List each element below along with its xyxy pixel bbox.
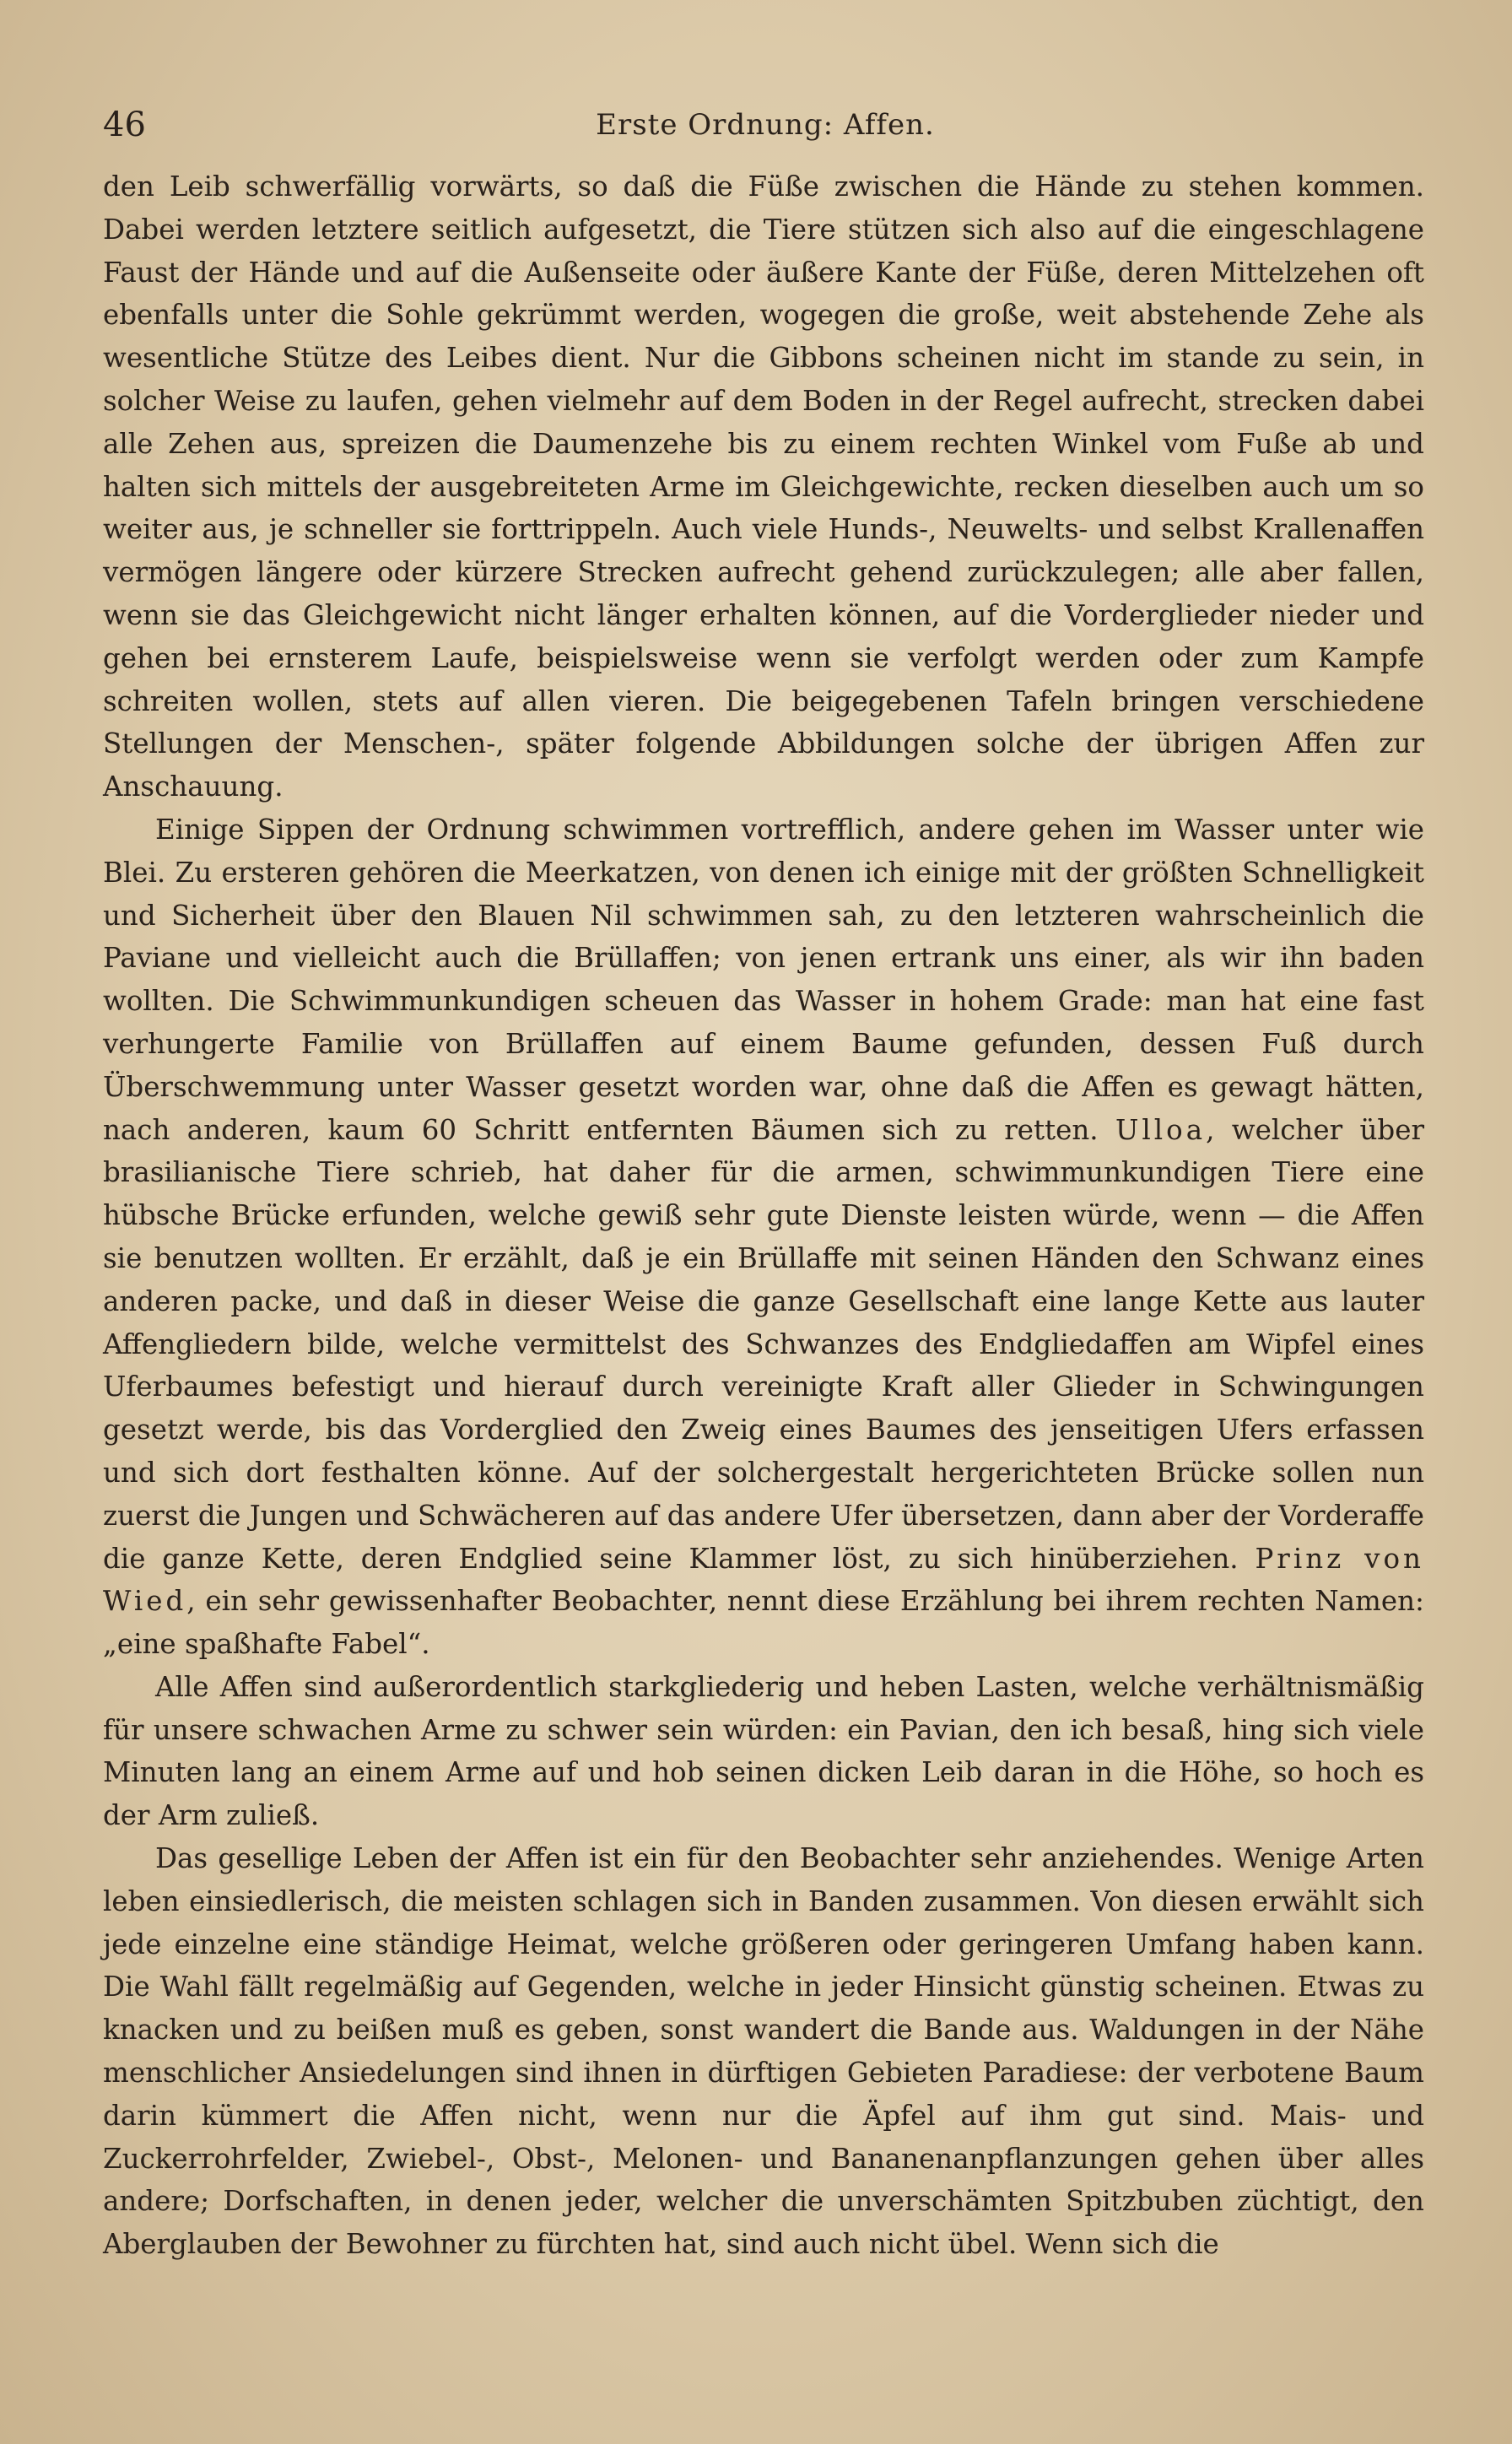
- page-header: [103, 100, 1428, 150]
- paragraph-text: Einige Sippen der Ordnung schwimmen vortrefflich, andere gehen im Wasser unter wie Blei. Zu ersteren gehören die Meerkatzen, von denen ich einige mit der größten Schnelligkeit und Sicherheit über den Blauen Nil schwimmen sah, zu den letzteren wahrscheinlich die Paviane und vielleicht auch die Brüllaffen; von jenen ertrank uns einer, als wir ihn baden wollten. Die Schwimmunkundigen scheuen das Wasser in hohem Grade: man hat eine fast verhungerte Familie von Brüllaffen auf einem Baume gefunden, dessen Fuß durch Überschwemmung unter Wasser gesetzt worden war, ohne daß die Affen es gewagt hätten, nach anderen, kaum 60 Schritt entfernten Bäumen sich zu retten.: [103, 813, 1424, 1146]
- paragraph: Das gesellige Leben der Affen ist ein für den Beobachter sehr anziehendes. Wenige Arten leben einsiedlerisch, die meisten schlagen sich in Banden zusammen. Von diesen erwählt sich jede einzelne eine ständige Heimat, welche größeren oder geringeren Umfang haben kann. Die Wahl fällt regelmäßig auf Gegenden, welche in jeder Hinsicht günstig scheinen. Etwas zu knacken und zu beißen muß es geben, sonst wandert die Bande aus. Waldungen in der Nähe menschlicher Ansiedelungen sind ihnen in dürftigen Gebieten Paradiese: der verbotene Baum darin kümmert die Affen nicht, wenn nur die Äpfel auf ihm gut sind. Mais- und Zuckerrohrfelder, Zwiebel-, Obst-, Melonen- und Bananenanpflanzungen gehen über alles andere; Dorfschaften, in denen jeder, welcher die unverschämten Spitzbuben züchtigt, den Aberglauben der Bewohner zu fürchten hat, sind auch nicht übel. Wenn sich die: [103, 1842, 1424, 2261]
- author-name-ulloa: Ulloa: [1115, 1113, 1207, 1146]
- paragraph: den Leib schwerfällig vorwärts, so daß die Füße zwischen die Hände zu stehen kommen. Dabei werden letztere seitlich aufgesetzt, die Tiere stützen sich also auf die eingeschlagene Faust der Hände und auf die Außenseite oder äußere Kante der Füße, deren Mittelzehen oft ebenfalls unter die Sohle gekrümmt werden, wogegen die große, weit abstehende Zehe als wesentliche Stütze des Leibes dient. Nur die Gibbons scheinen nicht im stande zu sein, in solcher Weise zu laufen, gehen vielmehr auf dem Boden in der Regel aufrecht, strecken dabei alle Zehen aus, spreizen die Daumenzehe bis zu einem rechten Winkel vom Fuße ab und halten sich mittels der ausgebreiteten Arme im Gleichgewichte, recken dieselben auch um so weiter aus, je schneller sie forttrippeln. Auch viele Hunds-, Neuwelts- und selbst Krallenaffen vermögen längere oder kürzere Strecken aufrecht gehend zurückzulegen; alle aber fallen, wenn sie das Gleichgewicht nicht länger erhalten können, auf die Vorderglieder nieder und gehen bei ernsterem Laufe, beispielsweise wenn sie verfolgt werden oder zum Kampfe schreiten wollen, stets auf allen vieren. Die beigegebenen Tafeln bringen verschiedene Stellungen der Menschen-, später folgende Abbildungen solche der übrigen Affen zur Anschauung.: [103, 170, 1424, 803]
- paragraph: Alle Affen sind außerordentlich starkgliederig und heben Lasten, welche verhältnismäßig für unsere schwachen Arme zu schwer sein würden: ein Pavian, den ich besaß, hing sich viele Minuten lang an einem Arme auf und hob seinen dicken Leib daran in die Höhe, so hoch es der Arm zuließ.: [103, 1670, 1424, 1832]
- running-title: Erste Ordnung: Affen.: [596, 108, 935, 142]
- paragraph-text: , welcher über brasilianische Tiere schrieb, hat daher für die armen, schwimmunkundigen Tiere eine hübsche Brücke erfunden, welche gewiß sehr gute Dienste leisten würde, wenn — die Affen sie benutzen wollten. Er erzählt, daß je ein Brüllaffe mit seinen Händen den Schwanz eines anderen packe, und daß in dieser Weise die ganze Gesellschaft eine lange Kette aus lauter Affengliedern bilde, welche vermittelst des Schwanzes des Endgliedaffen am Wipfel eines Uferbaumes befestigt und hierauf durch vereinigte Kraft aller Glieder in Schwingungen gesetzt werde, bis das Vorderglied den Zweig eines Baumes des jenseitigen Ufers erfassen und sich dort festhalten könne. Auf der solchergestalt hergerichteten Brücke sollen nun zuerst die Jungen und Schwächeren auf das andere Ufer übersetzen, dann aber der Vorderaffe die ganze Kette, deren Endglied seine Klammer löst, zu sich hinüberziehen.: [103, 1113, 1424, 1575]
- body-text: [103, 165, 1424, 2266]
- page-number: 46: [103, 105, 146, 144]
- author-name-prinz-von-wied: Prinz von Wied: [103, 1542, 1424, 1618]
- paragraph: [103, 808, 1424, 1666]
- paragraph-text: , ein sehr gewissenhafter Beobachter, nennt diese Erzählung bei ihrem rechten Namen: „eine spaßhafte Fabel“.: [103, 1585, 1424, 1661]
